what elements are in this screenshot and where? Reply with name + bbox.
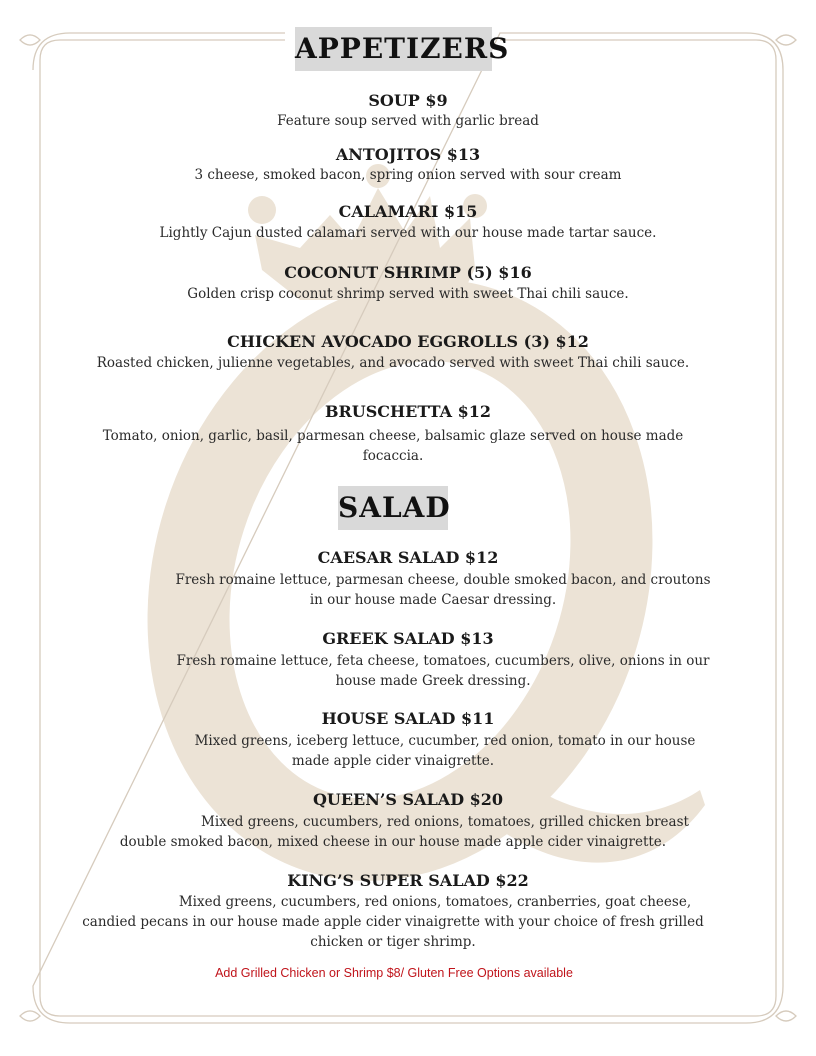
menu-item-title: CALAMARI $15 xyxy=(338,202,478,221)
menu-item-title: QUEEN’S SALAD $20 xyxy=(312,790,504,809)
menu-item-desc: Fresh romaine lettuce, feta cheese, tomatoes, cucumbers, olive, onions in our xyxy=(176,653,710,669)
menu-item-desc: made apple cider vinaigrette. xyxy=(291,753,495,769)
menu-item-desc: Roasted chicken, julienne vegetables, and avocado served with sweet Thai chili sauce. xyxy=(96,355,690,371)
menu-item-title: KING’S SUPER SALAD $22 xyxy=(287,871,529,890)
menu-item-title: CAESAR SALAD $12 xyxy=(317,548,499,567)
menu-item-desc: Golden crisp coconut shrimp served with sweet Thai chili sauce. xyxy=(187,286,629,302)
menu-item-title: GREEK SALAD $13 xyxy=(322,629,494,648)
menu-item-title: COCONUT SHRIMP (5) $16 xyxy=(284,263,532,282)
menu-item-desc: chicken or tiger shrimp. xyxy=(310,934,476,950)
menu-item-desc: Lightly Cajun dusted calamari served with our house made tartar sauce. xyxy=(159,225,657,241)
menu-item-desc: Mixed greens, cucumbers, red onions, tomatoes, cranberries, goat cheese, xyxy=(178,894,692,910)
menu-item-desc: Fresh romaine lettuce, parmesan cheese, double smoked bacon, and croutons xyxy=(175,572,711,588)
menu-item-title: CHICKEN AVOCADO EGGROLLS (3) $12 xyxy=(227,332,589,351)
menu-item-desc: focaccia. xyxy=(362,448,424,464)
appetizers-heading: APPETIZERS xyxy=(295,27,492,71)
menu-item-title: ANTOJITOS $13 xyxy=(335,145,481,164)
salad-heading: SALAD xyxy=(338,486,448,530)
menu-item-title: BRUSCHETTA $12 xyxy=(324,402,492,421)
menu-item-desc: Mixed greens, cucumbers, red onions, tomatoes, grilled chicken breast xyxy=(201,814,689,830)
menu-item-desc: Mixed greens, iceberg lettuce, cucumber, red onion, tomato in our house xyxy=(194,733,696,749)
menu-item-title: SOUP $9 xyxy=(368,91,448,110)
add-on-note: Add Grilled Chicken or Shrimp $8/ Gluten Free Options available xyxy=(215,966,573,980)
menu-item-desc: 3 cheese, smoked bacon, spring onion served with sour cream xyxy=(194,167,622,183)
menu-item-desc: candied pecans in our house made apple cider vinaigrette with your choice of fresh grilled xyxy=(82,914,704,930)
menu-item-desc: in our house made Caesar dressing. xyxy=(309,592,557,608)
menu-item-desc: Feature soup served with garlic bread xyxy=(277,113,539,129)
menu-item-title: HOUSE SALAD $11 xyxy=(321,709,495,728)
menu-item-desc: double smoked bacon, mixed cheese in our house made apple cider vinaigrette. xyxy=(119,834,667,850)
menu-item-desc: house made Greek dressing. xyxy=(335,673,531,689)
menu-item-desc: Tomato, onion, garlic, basil, parmesan cheese, balsamic glaze served on house made xyxy=(102,428,684,444)
